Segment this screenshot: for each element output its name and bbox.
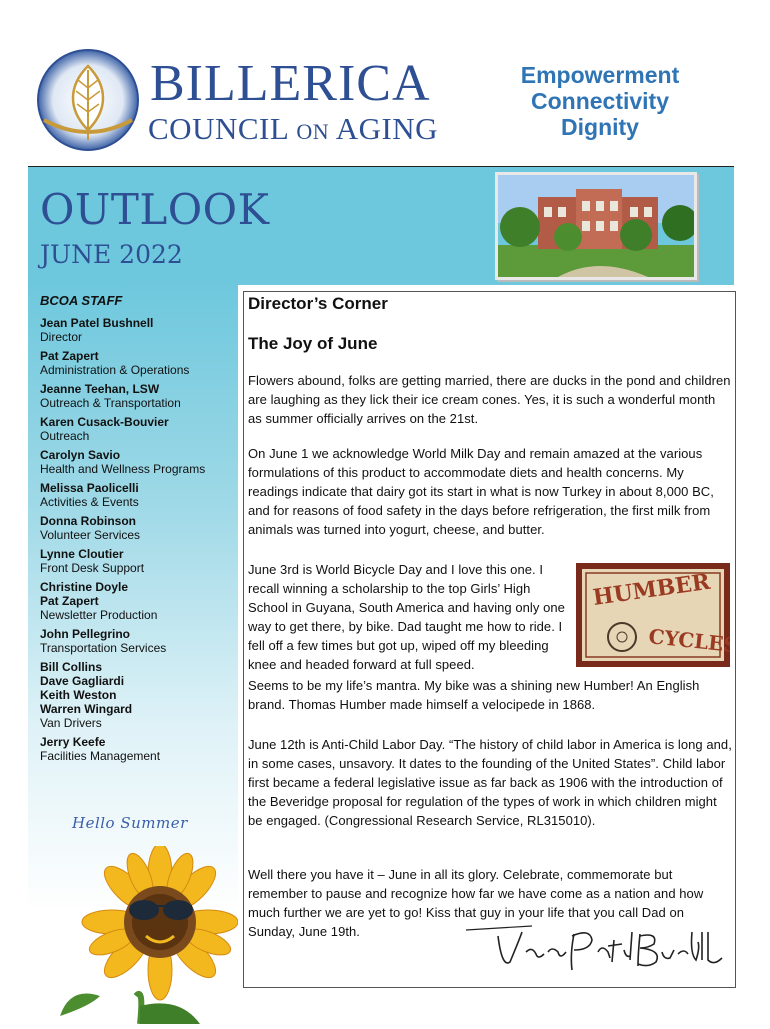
staff-name: John Pellegrino xyxy=(40,627,131,641)
staff-role: Facilities Management xyxy=(40,749,161,763)
director-signature xyxy=(462,918,724,980)
org-name-council: COUNCIL xyxy=(148,111,297,146)
staff-role: Outreach & Transportation xyxy=(40,396,181,410)
tagline-connectivity: Connectivity xyxy=(530,88,670,114)
staff-name: Pat Zapert xyxy=(40,594,99,608)
staff-entry xyxy=(40,660,236,731)
article-title: The Joy of June xyxy=(248,334,378,353)
staff-heading: BCOA STAFF xyxy=(40,293,123,308)
staff-name: Carolyn Savio xyxy=(40,448,121,462)
council-building-photo xyxy=(495,172,697,280)
staff-entry xyxy=(40,448,236,477)
org-name-subtitle xyxy=(148,112,438,149)
humber-sign-text: HUMBER xyxy=(591,568,712,611)
staff-name: Jerry Keefe xyxy=(40,735,106,749)
leaf-icon xyxy=(36,48,140,152)
sunflower-with-sunglasses-icon xyxy=(40,846,238,1024)
staff-name: Pat Zapert xyxy=(40,349,99,363)
staff-role: Volunteer Services xyxy=(40,528,141,542)
staff-role: Front Desk Support xyxy=(40,561,145,575)
paragraph-child-labor: June 12th is Anti-Child Labor Day. “The history of child labor in America is long and, in some cases, unsavory. It dates to the founding of the United States”. Child labor first became a federal legislative issue as far back as 1906 with the introduction of the Beveridge proposal for regulation of the types of work in which children might be engaged. (Congressional Research Service, RL315010). xyxy=(248,737,732,828)
section-title: Director’s Corner xyxy=(248,294,388,313)
org-name-on: ON xyxy=(296,119,330,144)
staff-name: Bill Collins xyxy=(40,660,103,674)
newsletter-title: OUTLOOK xyxy=(40,185,270,234)
org-name-title: BILLERICA xyxy=(150,55,431,112)
staff-entry xyxy=(40,415,236,444)
staff-role: Director xyxy=(40,330,83,344)
staff-entry xyxy=(40,547,236,576)
paragraph-flowers: Flowers abound, folks are getting married, there are ducks in the pond and children are laughing as they lick their ice cream cones. Yes, it is such a wonderful month as summer officially arrives on the 21st. xyxy=(248,373,731,426)
tagline xyxy=(498,62,702,140)
staff-entry xyxy=(40,349,236,378)
staff-name: Lynne Cloutier xyxy=(40,547,124,561)
staff-name: Christine Doyle xyxy=(40,580,129,594)
staff-name: Melissa Paolicelli xyxy=(40,481,139,495)
hello-summer-text: Hello Summer xyxy=(72,814,188,832)
staff-entry xyxy=(40,382,236,411)
staff-role: Health and Wellness Programs xyxy=(40,462,206,476)
org-name-aging: AGING xyxy=(329,111,439,146)
tagline-dignity: Dignity xyxy=(561,114,639,140)
staff-entry xyxy=(40,481,236,510)
logo-emblem xyxy=(36,48,140,152)
paragraph-humber: Seems to be my life’s mantra. My bike was a shining new Humber! An English brand. Thomas Humber made himself a velocipede in 1868. xyxy=(248,678,700,712)
staff-name: Jeanne Teehan, LSW xyxy=(40,382,160,396)
staff-role: Outreach xyxy=(40,429,90,443)
staff-name: Keith Weston xyxy=(40,688,117,702)
staff-role: Van Drivers xyxy=(40,716,102,730)
staff-entry xyxy=(40,316,236,345)
paragraph-bicycle-day: June 3rd is World Bicycle Day and I love this one. I recall winning a scholarship to the top Girls’ High School in Guyana, South America and having only one way to get there, by bike. Dad taught me how to ride. I fell off a few times but got up, wiped off my bleeding knee and headed forward at full speed. xyxy=(248,562,565,672)
staff-name: Karen Cusack-Bouvier xyxy=(40,415,169,429)
humber-cycles-poster xyxy=(576,563,730,667)
staff-entry xyxy=(40,580,236,623)
staff-entry xyxy=(40,514,236,543)
staff-role: Transportation Services xyxy=(40,641,167,655)
staff-role: Newsletter Production xyxy=(40,608,158,622)
staff-name: Donna Robinson xyxy=(40,514,136,528)
staff-role: Activities & Events xyxy=(40,495,139,509)
staff-name: Jean Patel Bushnell xyxy=(40,316,154,330)
staff-name: Dave Gagliardi xyxy=(40,674,125,688)
staff-entry xyxy=(40,735,236,764)
cycles-sign-text: CYCLES xyxy=(647,624,730,658)
paragraph-closing: Well there you have it – June in all its glory. Celebrate, commemorate but remember to pause and recognize how far we have come as a nation and how much further we are yet to go! Kiss that guy in your life that you call Dad on Sunday, June 19th. xyxy=(248,867,704,939)
staff-entry xyxy=(40,627,236,656)
staff-role: Administration & Operations xyxy=(40,363,190,377)
staff-list xyxy=(40,316,236,768)
paragraph-milk-day: On June 1 we acknowledge World Milk Day and remain amazed at the various formulations of this product to accommodate diets and health concerns. My readings indicate that dairy got its start in what is now Turkey in about 8,000 BC, and for reasons of food safety in the days before refrigeration, the first milk from animals was turned into yogurt, cheese, and butter. xyxy=(248,446,714,537)
staff-name: Warren Wingard xyxy=(40,702,133,716)
issue-date: JUNE 2022 xyxy=(40,240,183,269)
tagline-empowerment: Empowerment xyxy=(520,62,680,88)
